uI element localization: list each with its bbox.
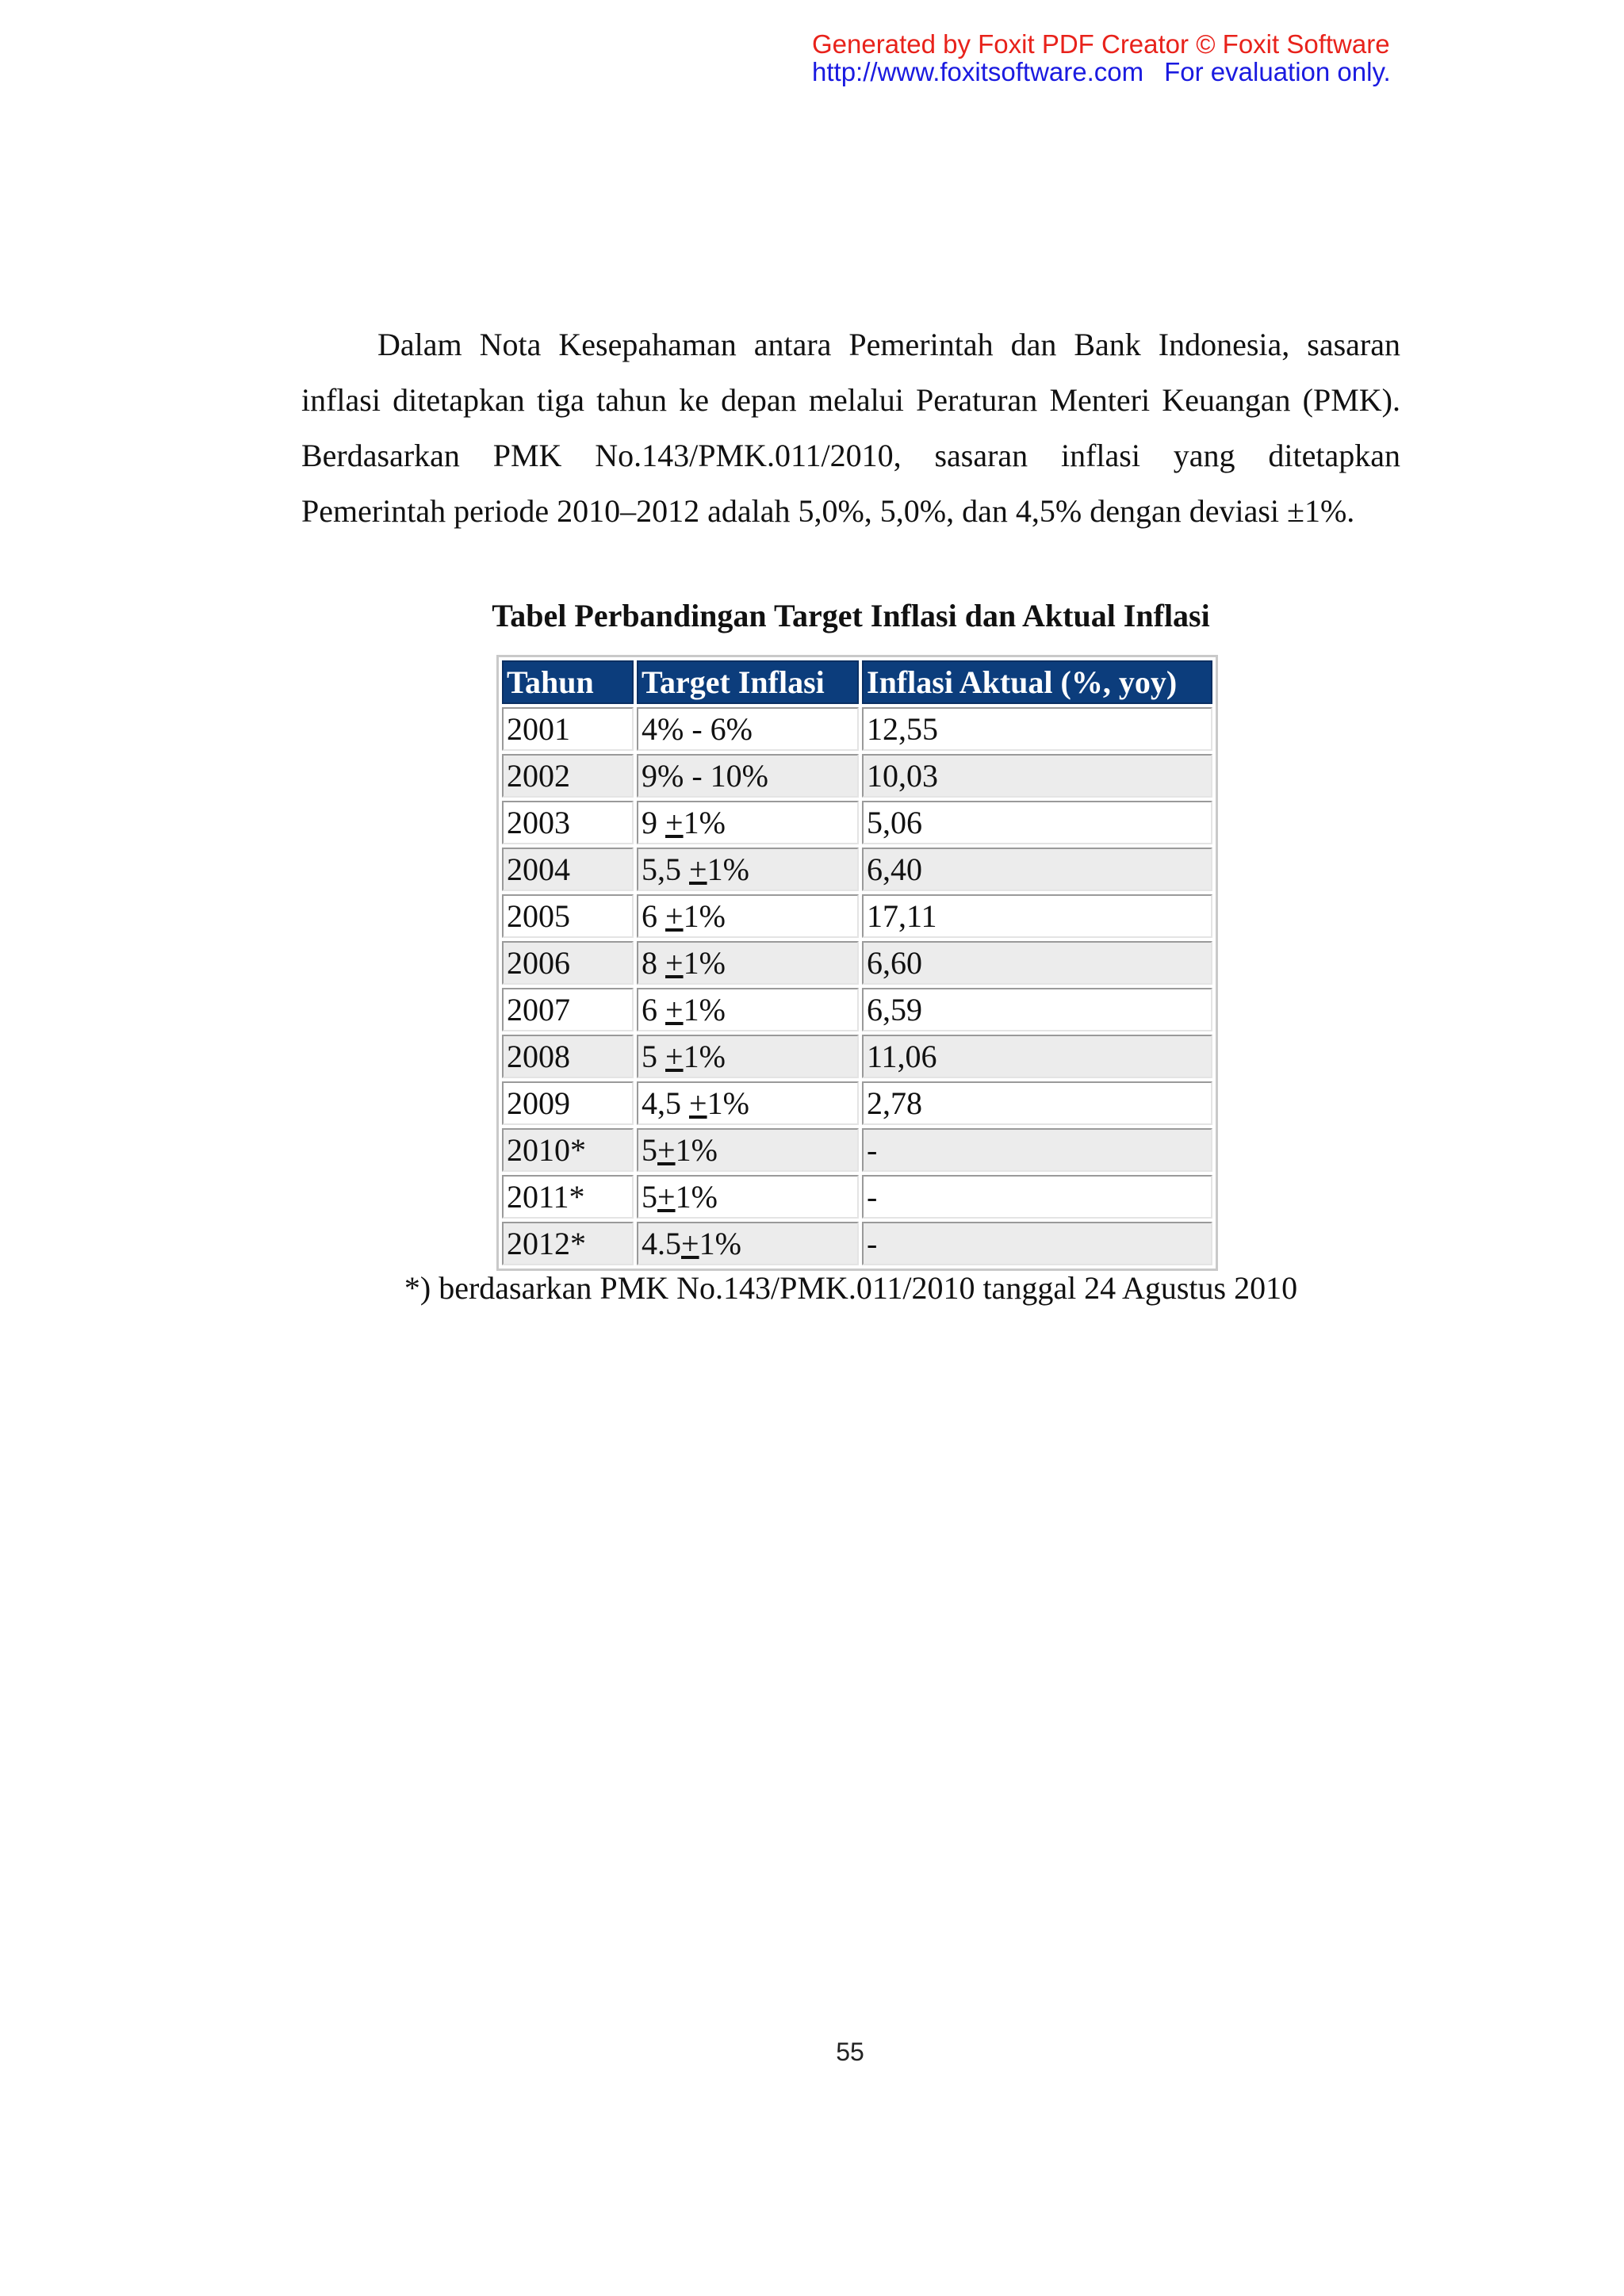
cell-year: 2012* [502,1222,634,1265]
table-row [502,1035,1212,1078]
table-row [502,1222,1212,1265]
table-row [502,801,1212,844]
cell-target: 5,5 +1% [637,848,859,891]
header-target-inflation: Target Inflasi [637,660,859,704]
page-number: 55 [836,2038,864,2066]
cell-actual: 6,40 [862,848,1212,891]
table-row [502,894,1212,938]
cell-target: 4.5+1% [637,1222,859,1265]
watermark-evaluation-note: For evaluation only. [1164,57,1391,86]
cell-year: 2008 [502,1035,634,1078]
cell-actual: 2,78 [862,1081,1212,1125]
cell-target: 5+1% [637,1128,859,1172]
cell-target: 5+1% [637,1175,859,1219]
foxit-watermark [812,30,1526,86]
cell-target: 5 +1% [637,1035,859,1078]
cell-actual: 11,06 [862,1035,1212,1078]
cell-year: 2004 [502,848,634,891]
cell-target: 9 +1% [637,801,859,844]
cell-actual: - [862,1175,1212,1219]
table-row [502,1128,1212,1172]
watermark-generator-text: Generated by Foxit PDF Creator © Foxit Software [812,29,1390,59]
cell-year: 2011* [502,1175,634,1219]
cell-year: 2006 [502,941,634,985]
table-row [502,754,1212,798]
header-actual-inflation: Inflasi Aktual (%, yoy) [862,660,1212,704]
table-row [502,988,1212,1031]
cell-target: 6 +1% [637,988,859,1031]
cell-actual: - [862,1222,1212,1265]
cell-actual: 5,06 [862,801,1212,844]
cell-year: 2009 [502,1081,634,1125]
cell-actual: 12,55 [862,707,1212,751]
cell-target: 4% - 6% [637,707,859,751]
cell-actual: 6,59 [862,988,1212,1031]
table-header-row [502,660,1212,704]
table-footnote: *) berdasarkan PMK No.143/PMK.011/2010 tanggal 24 Agustus 2010 [404,1270,1298,1306]
table-row [502,1175,1212,1219]
cell-year: 2003 [502,801,634,844]
cell-target: 9% - 10% [637,754,859,798]
table-title: Tabel Perbandingan Target Inflasi dan Aktual Inflasi [492,598,1210,633]
cell-actual: 10,03 [862,754,1212,798]
body-paragraph: Dalam Nota Kesepahaman antara Pemerintah dan Bank Indonesia, sasaran inflasi ditetapkan tiga tahun ke depan melalui Peraturan Menteri Keuangan (PMK). Berdasarkan PMK No.143/PMK.011/2010, sasaran inflasi yang ditetapkan Pemerintah periode 2010–2012 adalah 5,0%, 5,0%, dan 4,5% dengan deviasi ±1%. [301,327,1400,529]
table-row [502,707,1212,751]
cell-target: 4,5 +1% [637,1081,859,1125]
cell-year: 2002 [502,754,634,798]
watermark-url: http://www.foxitsoftware.com [812,57,1144,86]
cell-actual: - [862,1128,1212,1172]
cell-year: 2010* [502,1128,634,1172]
table-body [502,707,1212,1265]
cell-actual: 17,11 [862,894,1212,938]
table-row [502,1081,1212,1125]
table-row [502,941,1212,985]
cell-target: 8 +1% [637,941,859,985]
table-row [502,848,1212,891]
cell-year: 2001 [502,707,634,751]
cell-year: 2005 [502,894,634,938]
cell-actual: 6,60 [862,941,1212,985]
watermark-url-line [812,58,1526,86]
cell-year: 2007 [502,988,634,1031]
inflation-comparison-table [496,655,1218,1271]
header-year: Tahun [502,660,634,704]
cell-target: 6 +1% [637,894,859,938]
